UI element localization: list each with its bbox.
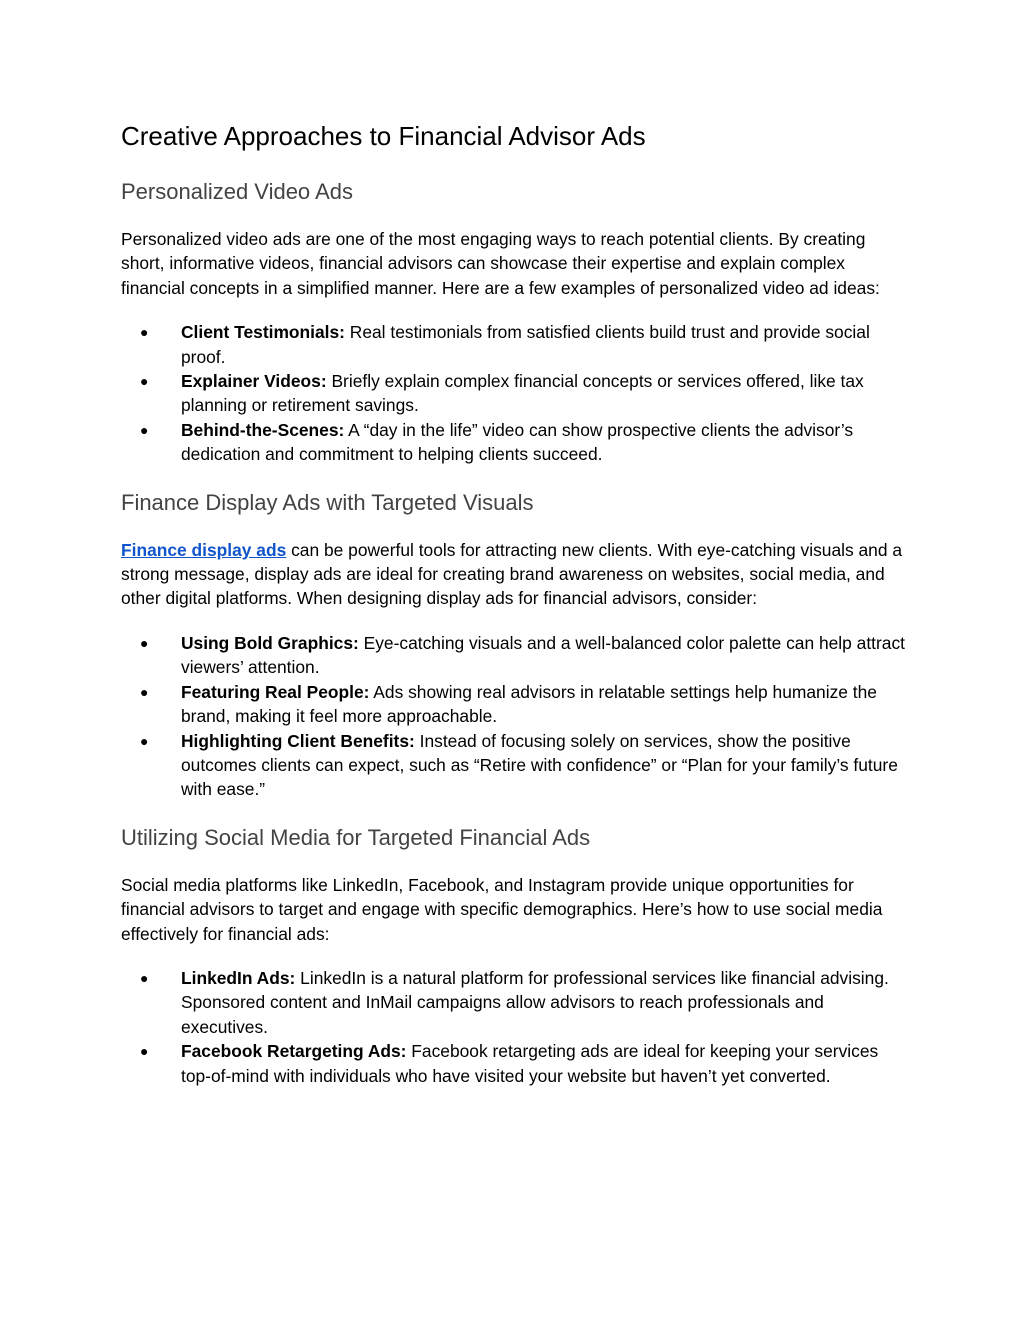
bullet-icon: ● <box>140 421 149 438</box>
bullet-icon: ● <box>140 1043 149 1060</box>
list-item-term: Behind-the-Scenes: <box>181 419 345 440</box>
list-item <box>121 1039 911 1088</box>
list-item <box>121 729 911 802</box>
section-intro-text: can be powerful tools for attracting new clients. With eye-catching visuals and a strong message, display ads are ideal for creating brand awareness on websites, social media, and other digital platforms. When designing display ads for financial advisors, consider: <box>121 539 903 609</box>
list-item <box>121 320 911 369</box>
section-heading-display-ads: Finance Display Ads with Targeted Visuals <box>121 489 534 515</box>
list-item-term: Using Bold Graphics: <box>181 632 359 653</box>
list-item-text: Ads showing real advisors in relatable settings help humanize the brand, making it feel more approachable. <box>181 681 877 727</box>
list-item <box>121 631 911 680</box>
section-heading-social-media: Utilizing Social Media for Targeted Financial Ads <box>121 824 591 850</box>
bullet-icon: ● <box>140 373 149 390</box>
list-item-term: Explainer Videos: <box>181 371 327 392</box>
bullet-icon: ● <box>140 732 149 749</box>
list-item-term: LinkedIn Ads: <box>181 967 296 988</box>
bullet-icon: ● <box>140 634 149 651</box>
finance-display-ads-link[interactable]: Finance display ads <box>121 539 287 560</box>
section-intro-social-media: Social media platforms like LinkedIn, Facebook, and Instagram provide unique opportunities for financial advisors to target and engage with specific demographics. Here’s how to use social media effectively for financial ads: <box>121 874 883 944</box>
document-page <box>121 118 911 1109</box>
list-item <box>121 369 911 418</box>
list-item <box>121 966 911 1039</box>
section-heading-video-ads: Personalized Video Ads <box>121 179 353 204</box>
list-item-term: Highlighting Client Benefits: <box>181 730 415 751</box>
list-item-text: Briefly explain complex financial concepts or services offered, like tax planning or retirement savings. <box>181 371 864 416</box>
bullet-icon: ● <box>140 324 149 341</box>
bullet-icon: ● <box>140 969 149 986</box>
list-item-text: LinkedIn is a natural platform for professional services like financial advising. Sponsored content and InMail campaigns allow advisors to reach professionals and executives. <box>181 967 889 1037</box>
list-item-text: Real testimonials from satisfied clients build trust and provide social proof. <box>181 322 870 367</box>
bullet-list-display-ads <box>121 631 911 802</box>
section-intro-video-ads: Personalized video ads are one of the most engaging ways to reach potential clients. By creating short, informative videos, financial advisors can showcase their expertise and explain complex financial concepts in a simplified manner. Here are a few examples of personalized video ad ideas: <box>121 229 880 298</box>
bullet-list-social-media <box>121 966 911 1088</box>
list-item-term: Client Testimonials: <box>181 322 345 343</box>
bullet-icon: ● <box>140 683 149 700</box>
list-item-term: Featuring Real People: <box>181 681 370 702</box>
list-item <box>121 680 911 729</box>
list-item-text: Eye-catching visuals and a well-balanced color palette can help attract viewers’ attention. <box>181 632 905 678</box>
list-item-term: Facebook Retargeting Ads: <box>181 1041 407 1062</box>
list-item <box>121 418 911 467</box>
page-title: Creative Approaches to Financial Advisor Ads <box>121 121 646 151</box>
list-item-text: A “day in the life” video can show prospective clients the advisor’s dedication and commitment to helping clients succeed. <box>181 419 854 465</box>
list-item-text: Facebook retargeting ads are ideal for keeping your services top-of-mind with individuals who have visited your website but haven’t yet converted. <box>181 1041 879 1086</box>
bullet-list-video-ads <box>121 320 911 466</box>
list-item-text: Instead of focusing solely on services, show the positive outcomes clients can expect, such as “Retire with confidence” or “Plan for your family’s future with ease.” <box>181 730 898 800</box>
section-intro-display-ads <box>121 538 911 611</box>
